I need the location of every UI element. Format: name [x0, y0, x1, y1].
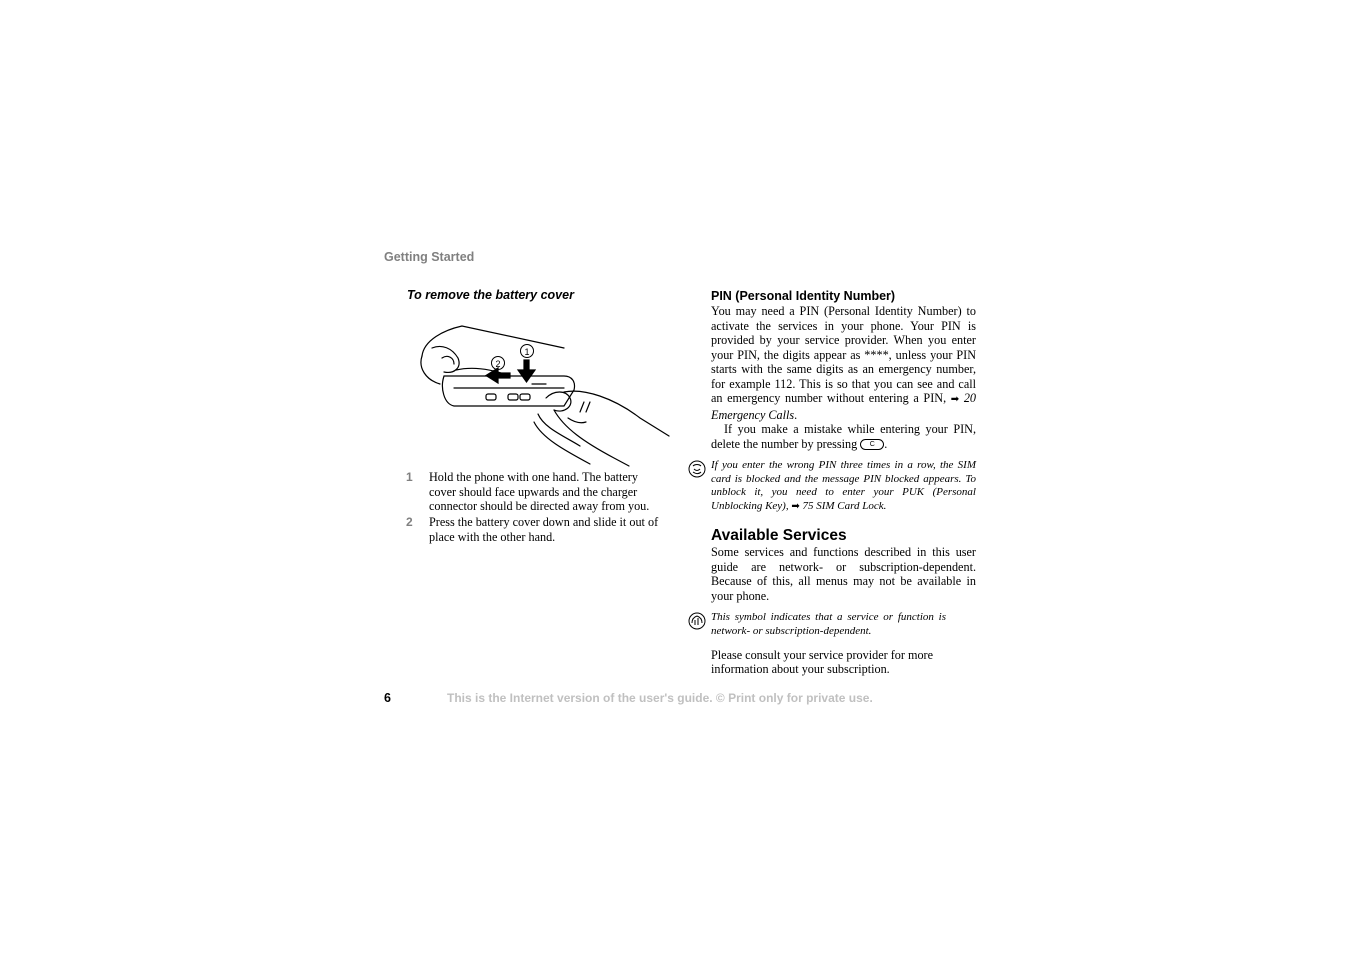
page-number: 6	[384, 691, 391, 705]
battery-cover-illustration	[414, 318, 674, 473]
callout-1: 1	[524, 347, 530, 357]
tip-icon	[688, 460, 706, 478]
step-number: 1	[406, 470, 413, 484]
pin-paragraph-text: You may need a PIN (Personal Identity Number) to activate the services in your phone. Your PIN is provided by your service provider. When you enter your PIN, the digits appear as ****, unless your PIN starts with the same digits as an emergency number, for example 112. This is so that you can see and call an emergency number without entering a PIN,	[711, 304, 976, 405]
section-title-battery-cover: To remove the battery cover	[407, 288, 574, 302]
c-key-icon: C	[860, 439, 884, 450]
step-number: 2	[406, 515, 413, 529]
pin-heading: PIN (Personal Identity Number)	[711, 289, 896, 303]
network-note	[711, 611, 976, 638]
footer-notice: This is the Internet version of the user's guide. © Print only for private use.	[447, 691, 873, 705]
reference-arrow-icon: ➡	[791, 500, 800, 512]
running-head: Getting Started	[384, 250, 475, 264]
pin-paragraph: You may need a PIN (Personal Identity Number) to activate the services in your phone. Your PIN is provided by your service provider. When you enter your PIN, the digits appear as ****, unless your PIN starts with the same digits as an emergency number, for example 112. This is so that you can see and call an emergency number without entering a PIN, ➡ 20 Emergency Calls. If you make a mistake while entering your PIN, delete the number by pressing C .	[711, 304, 977, 451]
step-text: Press the battery cover down and slide it out of place with the other hand.	[429, 515, 659, 544]
services-paragraph: Some services and functions described in this user guide are network- or subscription-dependent. Because of this, all menus may not be available in your phone.	[711, 545, 976, 603]
network-dependent-icon	[688, 612, 706, 630]
reference-sim-card-lock[interactable]: 75 SIM Card Lock	[802, 499, 884, 512]
reference-emergency-calls[interactable]: 20 Emergency Calls	[711, 391, 977, 422]
pin-mistake-text: If you make a mistake while entering your PIN, delete the number by pressing	[711, 422, 976, 451]
callout-2: 2	[495, 359, 501, 369]
tip-note: If you enter the wrong PIN three times in a row, the SIM card is blocked and the message PIN blocked appears. To unblock it, you need to enter your PUK (Personal Unblocking Key), ➡ 75 SIM Card Lock.	[711, 459, 976, 513]
tip-note-text: If you enter the wrong PIN three times in a row, the SIM card is blocked and the message PIN blocked appears. To unblock it, you need to enter your PUK (Personal Unblocking Key),	[711, 459, 976, 512]
right-column	[711, 288, 976, 677]
network-note-text: This symbol indicates that a service or function is network- or subscription-dependent.	[711, 611, 946, 637]
step-text: Hold the phone with one hand. The battery cover should face upwards and the charger connector should be directed away from you.	[429, 470, 650, 514]
reference-arrow-icon: ➡	[950, 394, 960, 405]
available-services-heading: Available Services	[711, 527, 847, 545]
services-paragraph-2: Please consult your service provider for more information about your subscription.	[711, 647, 934, 677]
